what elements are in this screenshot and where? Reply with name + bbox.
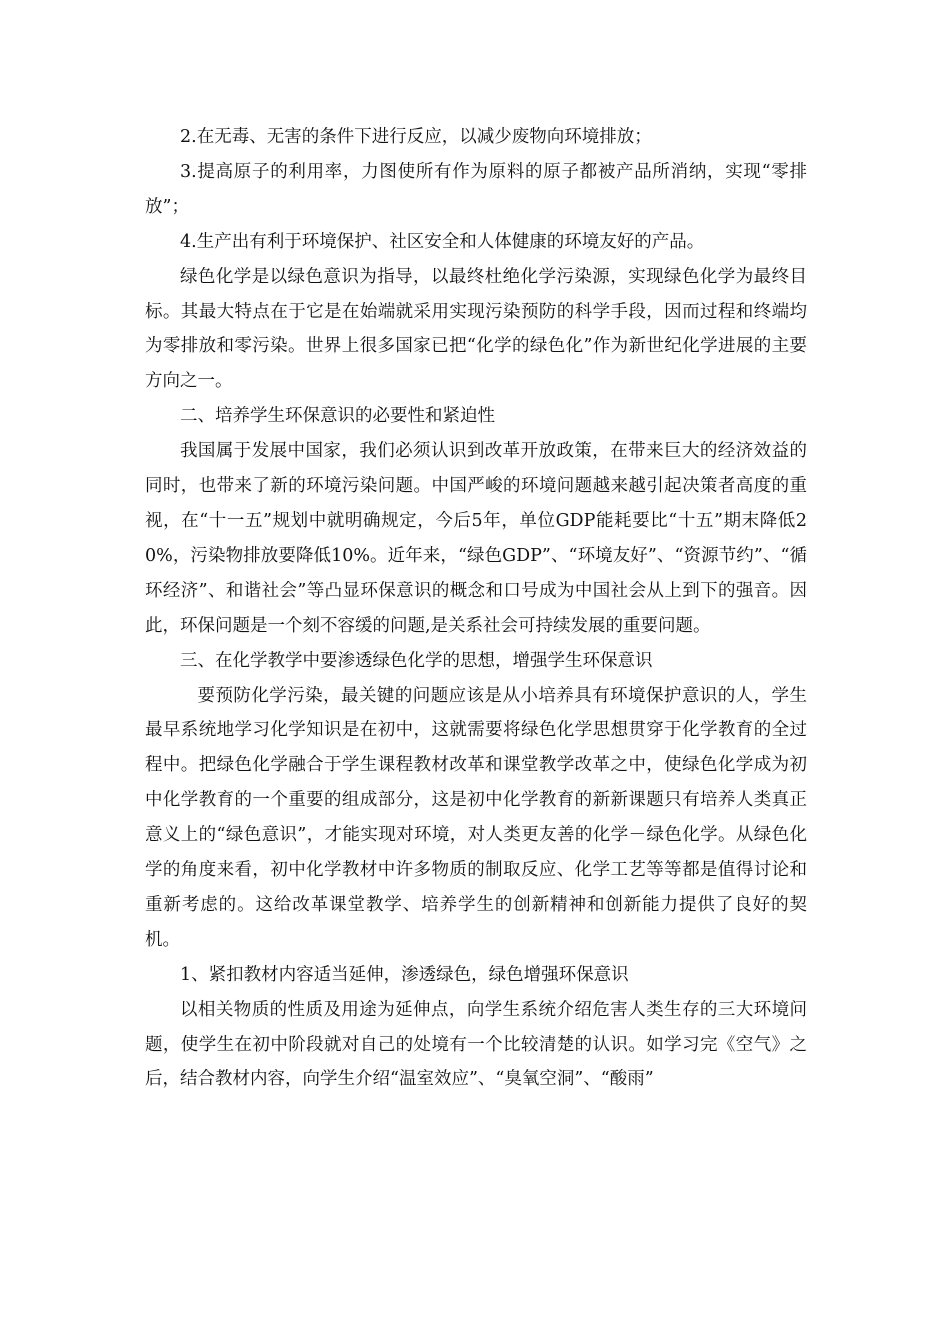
paragraph-prevent-pollution: 要预防化学污染，最关键的问题应该是从小培养具有环境保护意识的人，学生最早系统地学习化学知识是在初中，这就需要将绿色化学思想贯穿于化学教育的全过程中。把绿色化学融合于学生课程教材改革和课堂教学改革之中，使绿色化学成为初中化学教育的一个重要的组成部分，这是初中化学教育的新新课题只有培养人类真正意义上的“绿色意识”，才能实现对环境，对人类更友善的化学－绿色化学。从绿色化学的角度来看，初中化学教材中许多物质的制取反应、化学工艺等等都是值得讨论和重新考虑的。这给改革课堂教学、培养学生的创新精神和创新能力提供了良好的契机。 <box>145 685 807 950</box>
paragraph-green-chemistry-definition: 绿色化学是以绿色意识为指导，以最终杜绝化学污染源，实现绿色化学为最终目标。其最大特点在于它是在始端就采用实现污染预防的科学手段，因而过程和终端均为零排放和零污染。世界上很多国家已把“化学的绿色化”作为新世纪化学进展的主要方向之一。 <box>145 266 807 392</box>
section-heading-2: 二、培养学生环保意识的必要性和紧迫性 <box>180 406 495 427</box>
paragraph-item-3: 3.提高原子的利用率，力图使所有作为原料的原子都被产品所消纳，实现“零排放”； <box>145 161 807 217</box>
paragraph-item-2: 2.在无毒、无害的条件下进行反应，以减少废物向环境排放； <box>180 127 652 147</box>
subsection-heading-1: 1、紧扣教材内容适当延伸，渗透绿色，绿色增强环保意识 <box>180 964 629 985</box>
paragraph-extension-points: 以相关物质的性质及用途为延伸点，向学生系统介绍危害人类生存的三大环境问题，使学生在初中阶段就对自己的处境有一个比较清楚的认识。如学习完《空气》之后，结合教材内容，向学生介绍“温室效应”、“臭氧空洞”、“酸雨” <box>145 999 807 1090</box>
section-heading-3: 三、在化学教学中要渗透绿色化学的思想，增强学生环保意识 <box>180 650 653 671</box>
document-body <box>145 120 807 1097</box>
paragraph-item-4: 4.生产出有利于环境保护、社区安全和人体健康的环境友好的产品。 <box>180 231 705 252</box>
paragraph-environmental-problems: 我国属于发展中国家，我们必须认识到改革开放政策，在带来巨大的经济效益的同时，也带来了新的环境污染问题。中国严峻的环境问题越来越引起决策者高度的重视，在“十一五”规划中就明确规定，今后5年，单位GDP能耗要比“十五”期末降低20%，污染物排放要降低10%。近年来，“绿色GDP”、“环境友好”、“资源节约”、“循环经济”、和谐社会”等凸显环保意识的概念和口号成为中国社会从上到下的强音。因此，环保问题是一个刻不容缓的问题,是关系社会可持续发展的重要问题。 <box>145 441 807 636</box>
